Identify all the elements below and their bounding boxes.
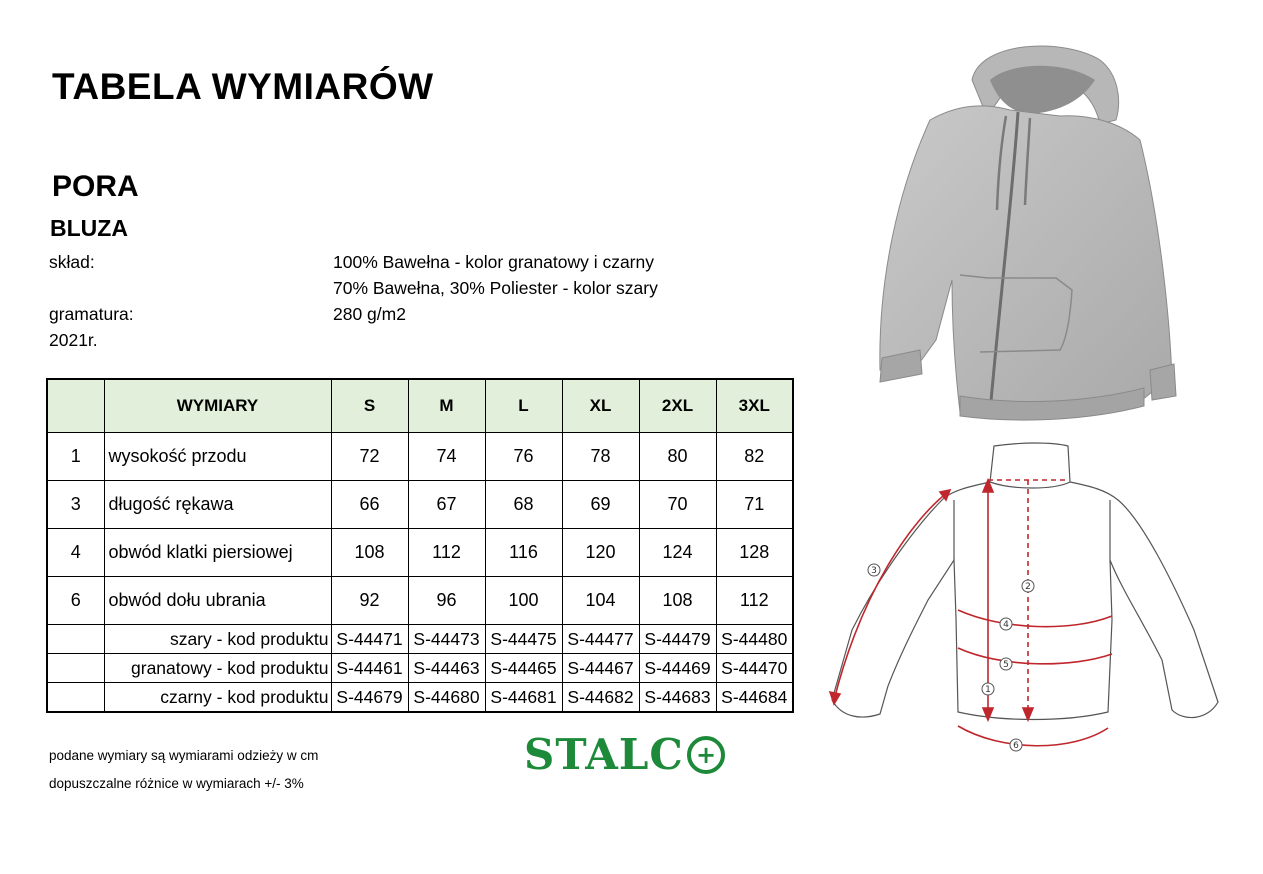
measure-value: 66: [331, 481, 408, 529]
measure-value: 69: [562, 481, 639, 529]
weight-label: gramatura:: [49, 304, 134, 324]
model-name: PORA: [52, 170, 139, 203]
empty-cell: [47, 654, 104, 683]
measure-value: 108: [639, 577, 716, 625]
marker-1: 1: [985, 685, 991, 695]
code-label: granatowy - kod produktu: [104, 654, 331, 683]
header-size: S: [331, 379, 408, 433]
table-row: [47, 529, 793, 577]
measure-value: 76: [485, 433, 562, 481]
measure-value: 116: [485, 529, 562, 577]
measure-name: obwód dołu ubrania: [104, 577, 331, 625]
header-size: M: [408, 379, 485, 433]
note-tolerance: dopuszczalne różnice w wymiarach +/- 3%: [49, 776, 304, 791]
header-size: XL: [562, 379, 639, 433]
measure-name: długość rękawa: [104, 481, 331, 529]
product-code: S-44471: [331, 625, 408, 654]
marker-5: 5: [1003, 660, 1009, 670]
product-code: S-44467: [562, 654, 639, 683]
measure-value: 74: [408, 433, 485, 481]
code-label: czarny - kod produktu: [104, 683, 331, 713]
measure-name: obwód klatki piersiowej: [104, 529, 331, 577]
marker-3: 3: [871, 566, 877, 576]
measure-value: 82: [716, 433, 793, 481]
table-row: [47, 683, 793, 713]
product-code: S-44475: [485, 625, 562, 654]
table-row: [47, 654, 793, 683]
empty-cell: [47, 625, 104, 654]
measurement-diagram: [822, 440, 1232, 760]
product-code: S-44463: [408, 654, 485, 683]
product-type: BLUZA: [50, 215, 128, 241]
measure-name: wysokość przodu: [104, 433, 331, 481]
measure-value: 124: [639, 529, 716, 577]
measure-value: 78: [562, 433, 639, 481]
product-code: S-44679: [331, 683, 408, 713]
product-code: S-44683: [639, 683, 716, 713]
page-title: TABELA WYMIARÓW: [52, 66, 434, 107]
product-code: S-44470: [716, 654, 793, 683]
marker-4: 4: [1003, 620, 1009, 630]
measure-value: 104: [562, 577, 639, 625]
header-size: L: [485, 379, 562, 433]
measure-number: 6: [47, 577, 104, 625]
product-code: S-44681: [485, 683, 562, 713]
measure-number: 4: [47, 529, 104, 577]
measure-value: 92: [331, 577, 408, 625]
empty-cell: [47, 683, 104, 713]
logo-plus-icon: [686, 735, 726, 775]
measure-value: 72: [331, 433, 408, 481]
table-row: [47, 433, 793, 481]
product-code: S-44479: [639, 625, 716, 654]
measure-number: 3: [47, 481, 104, 529]
product-code: S-44461: [331, 654, 408, 683]
weight-value: 280 g/m2: [333, 304, 406, 324]
measure-value: 100: [485, 577, 562, 625]
product-code: S-44473: [408, 625, 485, 654]
stalco-logo: [524, 730, 726, 779]
measure-value: 112: [408, 529, 485, 577]
measure-value: 108: [331, 529, 408, 577]
composition-value-1: 100% Bawełna - kolor granatowy i czarny: [333, 252, 654, 272]
measure-value: 70: [639, 481, 716, 529]
hoodie-photo: [860, 40, 1190, 422]
measure-value: 71: [716, 481, 793, 529]
header-size: 2XL: [639, 379, 716, 433]
table-row: [47, 625, 793, 654]
header-number-cell: [47, 379, 104, 433]
marker-6: 6: [1013, 741, 1019, 751]
measure-value: 120: [562, 529, 639, 577]
measure-value: 67: [408, 481, 485, 529]
header-size: 3XL: [716, 379, 793, 433]
measure-number: 1: [47, 433, 104, 481]
table-header-row: [47, 379, 793, 433]
table-row: [47, 577, 793, 625]
measure-value: 80: [639, 433, 716, 481]
composition-value-2: 70% Bawełna, 30% Poliester - kolor szary: [333, 278, 658, 298]
year: 2021r.: [49, 330, 98, 350]
product-code: S-44465: [485, 654, 562, 683]
composition-label: skład:: [49, 252, 95, 272]
product-code: S-44477: [562, 625, 639, 654]
measure-value: 96: [408, 577, 485, 625]
measure-value: 68: [485, 481, 562, 529]
logo-plus-symbol: +: [695, 741, 716, 769]
measure-value: 112: [716, 577, 793, 625]
product-code: S-44480: [716, 625, 793, 654]
product-code: S-44469: [639, 654, 716, 683]
marker-2: 2: [1025, 582, 1031, 592]
measure-value: 128: [716, 529, 793, 577]
note-units: podane wymiary są wymiarami odzieży w cm: [49, 748, 319, 763]
code-label: szary - kod produktu: [104, 625, 331, 654]
size-table: [46, 378, 794, 713]
product-code: S-44680: [408, 683, 485, 713]
logo-text: STALC: [524, 730, 684, 779]
product-code: S-44682: [562, 683, 639, 713]
header-dimensions: WYMIARY: [104, 379, 331, 433]
product-code: S-44684: [716, 683, 793, 713]
table-row: [47, 481, 793, 529]
